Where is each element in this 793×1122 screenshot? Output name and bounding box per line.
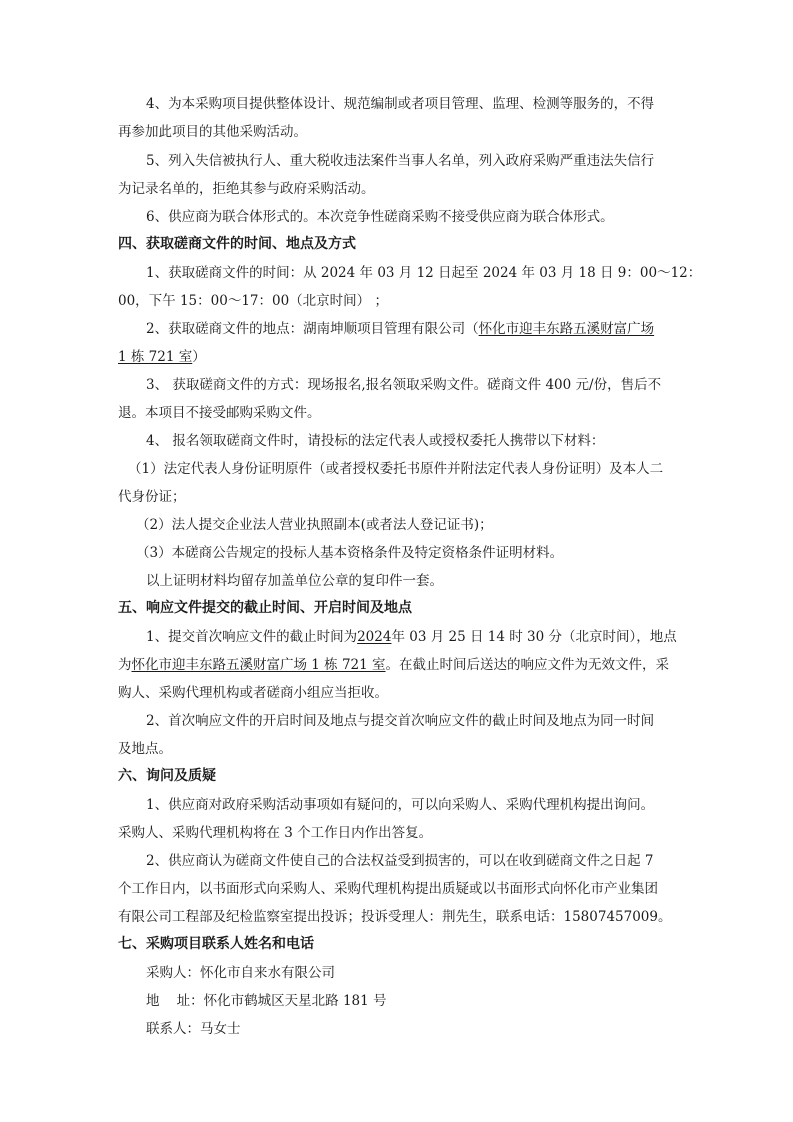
s5-item1-line1: [146, 627, 677, 647]
pickup-address: 怀化市迎丰东路五溪财富广场: [478, 321, 655, 337]
deadline-year: 2024: [357, 629, 392, 645]
s4-item3-line2: 退。本项目不接受邮购采购文件。: [118, 405, 321, 421]
s6-item1-line1: 1、供应商对政府采购活动事项如有疑问的，可以向采购人、采购代理机构提出询问。: [146, 797, 655, 813]
s3-item4-line2: 再参加此项目的其他采购活动。: [118, 124, 307, 140]
s5-item1-line1-a: 1、提交首次响应文件的截止时间为: [146, 629, 358, 645]
s5-item1-line2-a: 为: [118, 657, 132, 673]
s4-item2-line1-text: 2、获取磋商文件的地点：湖南坤顺项目管理有限公司（: [146, 321, 479, 337]
s6-item1-line2: 采购人、采购代理机构将在 3 个工作日内作出答复。: [118, 825, 433, 841]
s5-item2-line2: 及地点。: [118, 741, 172, 757]
s4-item4: 4、 报名领取磋商文件时，请投标的法定代表人或授权委托人携带以下材料：: [146, 433, 605, 449]
s4-note: 以上证明材料均留存加盖单位公章的复印件一套。: [146, 573, 443, 589]
s6-item2-line1: 2、供应商认为磋商文件使自己的合法权益受到损害的，可以在收到磋商文件之日起 7: [146, 853, 654, 869]
s3-item5-line2: 为记录名单的，拒绝其参与政府采购活动。: [118, 181, 375, 197]
section5-heading: 五、响应文件提交的截止时间、开启时间及地点: [118, 600, 412, 616]
s6-item2-line3: 有限公司工程部及纪检监察室提出投诉；投诉受理人：荆先生，联系电话：15807457009。: [118, 909, 672, 925]
s5-item1-line3: 购人、采购代理机构或者磋商小组应当拒收。: [118, 685, 388, 701]
s5-item1-line2-c: 。在截止时间后送达的响应文件为无效文件，采: [385, 657, 670, 673]
s4-sub3: （3）本磋商公告规定的投标人基本资格条件及特定资格条件证明材料。: [136, 545, 564, 561]
s4-item3-line1: 3、 获取磋商文件的方式：现场报名,报名领取采购文件。磋商文件 400 元/份，售后不: [146, 377, 662, 393]
s5-item1-line1-c: 年 03 月 25 日 14 时 30 分（北京时间），地点: [391, 629, 677, 645]
s3-item5-line1: 5、列入失信被执行人、重大税收违法案件当事人名单，列入政府采购严重违法失信行: [146, 153, 655, 169]
s4-item1-line2: 00，下午 15：00～17：00（北京时间） ；: [118, 293, 388, 309]
s4-item1-line1: 1、获取磋商文件的时间：从 2024 年 03 月 12 日起至 2024 年 03 月 18 日 9：00～12：: [146, 265, 702, 281]
section6-heading: 六、询问及质疑: [118, 768, 216, 784]
address-line: 地 址：怀化市鹤城区天星北路 181 号: [146, 993, 387, 1009]
buyer-line: 采购人：怀化市自来水有限公司: [146, 965, 335, 981]
s5-item2-line1: 2、首次响应文件的开启时间及地点与提交首次响应文件的截止时间及地点为同一时间: [146, 713, 655, 729]
s4-item2-line2-close: ）: [192, 349, 206, 365]
s4-item2-line1: [146, 319, 654, 339]
s4-item2-line2: [118, 347, 206, 367]
s5-item1-line2: [118, 655, 669, 675]
s3-item4-line1: 4、为本采购项目提供整体设计、规范编制或者项目管理、监理、检测等服务的，不得: [146, 96, 655, 112]
s4-sub1-line2: 代身份证；: [118, 489, 186, 505]
pickup-address-room: 1 栋 721 室: [118, 349, 193, 365]
section4-heading: 四、获取磋商文件的时间、地点及方式: [118, 236, 356, 252]
s3-item6: 6、供应商为联合体形式的。本次竞争性磋商采购不接受供应商为联合体形式。: [146, 209, 614, 225]
s4-sub1-line1: （1）法定代表人身份证明原件（或者授权委托书原件并附法定代表人身份证明）及本人二: [128, 461, 664, 477]
section7-heading: 七、采购项目联系人姓名和电话: [118, 936, 314, 952]
submission-address: 怀化市迎丰东路五溪财富广场 1 栋 721 室: [131, 657, 386, 673]
contact-line: 联系人：马女士: [146, 1021, 241, 1037]
s6-item2-line2: 个工作日内，以书面形式向采购人、采购代理机构提出质疑或以书面形式向怀化市产业集团: [118, 881, 658, 897]
s4-sub2: （2）法人提交企业法人营业执照副本(或者法人登记证书)；: [136, 517, 493, 533]
